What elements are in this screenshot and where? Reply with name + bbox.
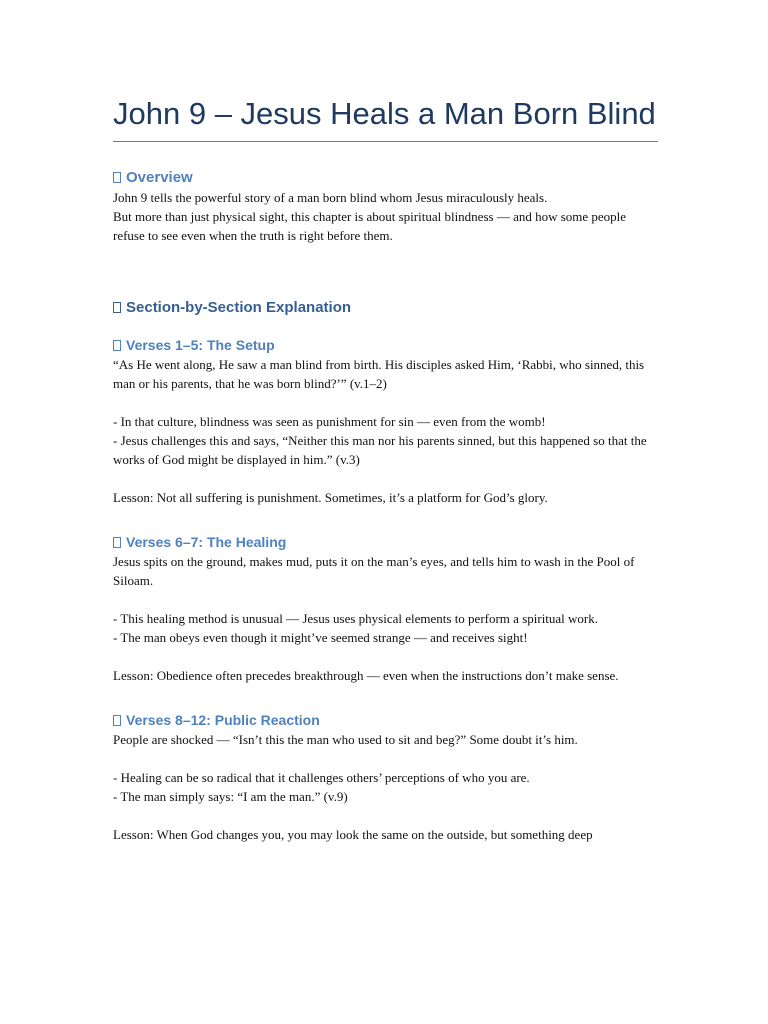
document-page bbox=[113, 94, 658, 844]
section-1-heading bbox=[113, 335, 658, 355]
section-2-heading bbox=[113, 532, 658, 552]
missing-glyph-icon bbox=[113, 172, 121, 183]
section-3-point-2: - The man simply says: “I am the man.” (v.9) bbox=[113, 789, 348, 804]
section-by-section-heading bbox=[113, 298, 658, 318]
section-1-quote: “As He went along, He saw a man blind from birth. His disciples asked Him, ‘Rabbi, who sinned, this man or his parents, that he was born blind?’” (v.1–2) bbox=[113, 357, 645, 391]
section-1-lesson: Lesson: Not all suffering is punishment. Sometimes, it’s a platform for God’s glory. bbox=[113, 490, 548, 505]
section-2-point-1: - This healing method is unusual — Jesus uses physical elements to perform a spiritual work. bbox=[113, 611, 599, 626]
section-2-quote: Jesus spits on the ground, makes mud, puts it on the man’s eyes, and tells him to wash in the Pool of Siloam. bbox=[113, 554, 635, 588]
section-3-point-1: - Healing can be so radical that it challenges others’ perceptions of who you are. bbox=[113, 770, 530, 785]
overview-line-1: John 9 tells the powerful story of a man born blind whom Jesus miraculously heals. bbox=[113, 190, 548, 205]
section-3-heading-text: Verses 8–12: Public Reaction bbox=[126, 712, 320, 728]
section-3-heading bbox=[113, 710, 658, 730]
overview-heading bbox=[113, 168, 658, 188]
section-2-lesson: Lesson: Obedience often precedes breakthrough — even when the instructions don’t make sense. bbox=[113, 668, 619, 683]
overview-line-2: But more than just physical sight, this chapter is about spiritual blindness — and how some people refuse to see even when the truth is right before them. bbox=[113, 209, 627, 243]
section-by-section-heading-text: Section-by-Section Explanation bbox=[126, 299, 352, 316]
section-1-heading-text: Verses 1–5: The Setup bbox=[126, 337, 275, 353]
section-3-lesson: Lesson: When God changes you, you may look the same on the outside, but something deep bbox=[113, 827, 593, 842]
section-1-point-2: - Jesus challenges this and says, “Neither this man nor his parents sinned, but this happened so that the works of God might be displayed in him.” (v.3) bbox=[113, 433, 647, 467]
missing-glyph-icon bbox=[113, 715, 121, 726]
missing-glyph-icon bbox=[113, 302, 121, 313]
section-1-point-1: - In that culture, blindness was seen as punishment for sin — even from the womb! bbox=[113, 414, 546, 429]
section-2-point-2: - The man obeys even though it might’ve seemed strange — and receives sight! bbox=[113, 630, 528, 645]
section-2-heading-text: Verses 6–7: The Healing bbox=[126, 534, 287, 550]
overview-heading-text: Overview bbox=[126, 169, 193, 186]
section-3-quote: People are shocked — “Isn’t this the man who used to sit and beg?” Some doubt it’s him. bbox=[113, 732, 578, 747]
document-title: John 9 – Jesus Heals a Man Born Blind bbox=[113, 94, 658, 142]
missing-glyph-icon bbox=[113, 537, 121, 548]
missing-glyph-icon bbox=[113, 340, 121, 351]
